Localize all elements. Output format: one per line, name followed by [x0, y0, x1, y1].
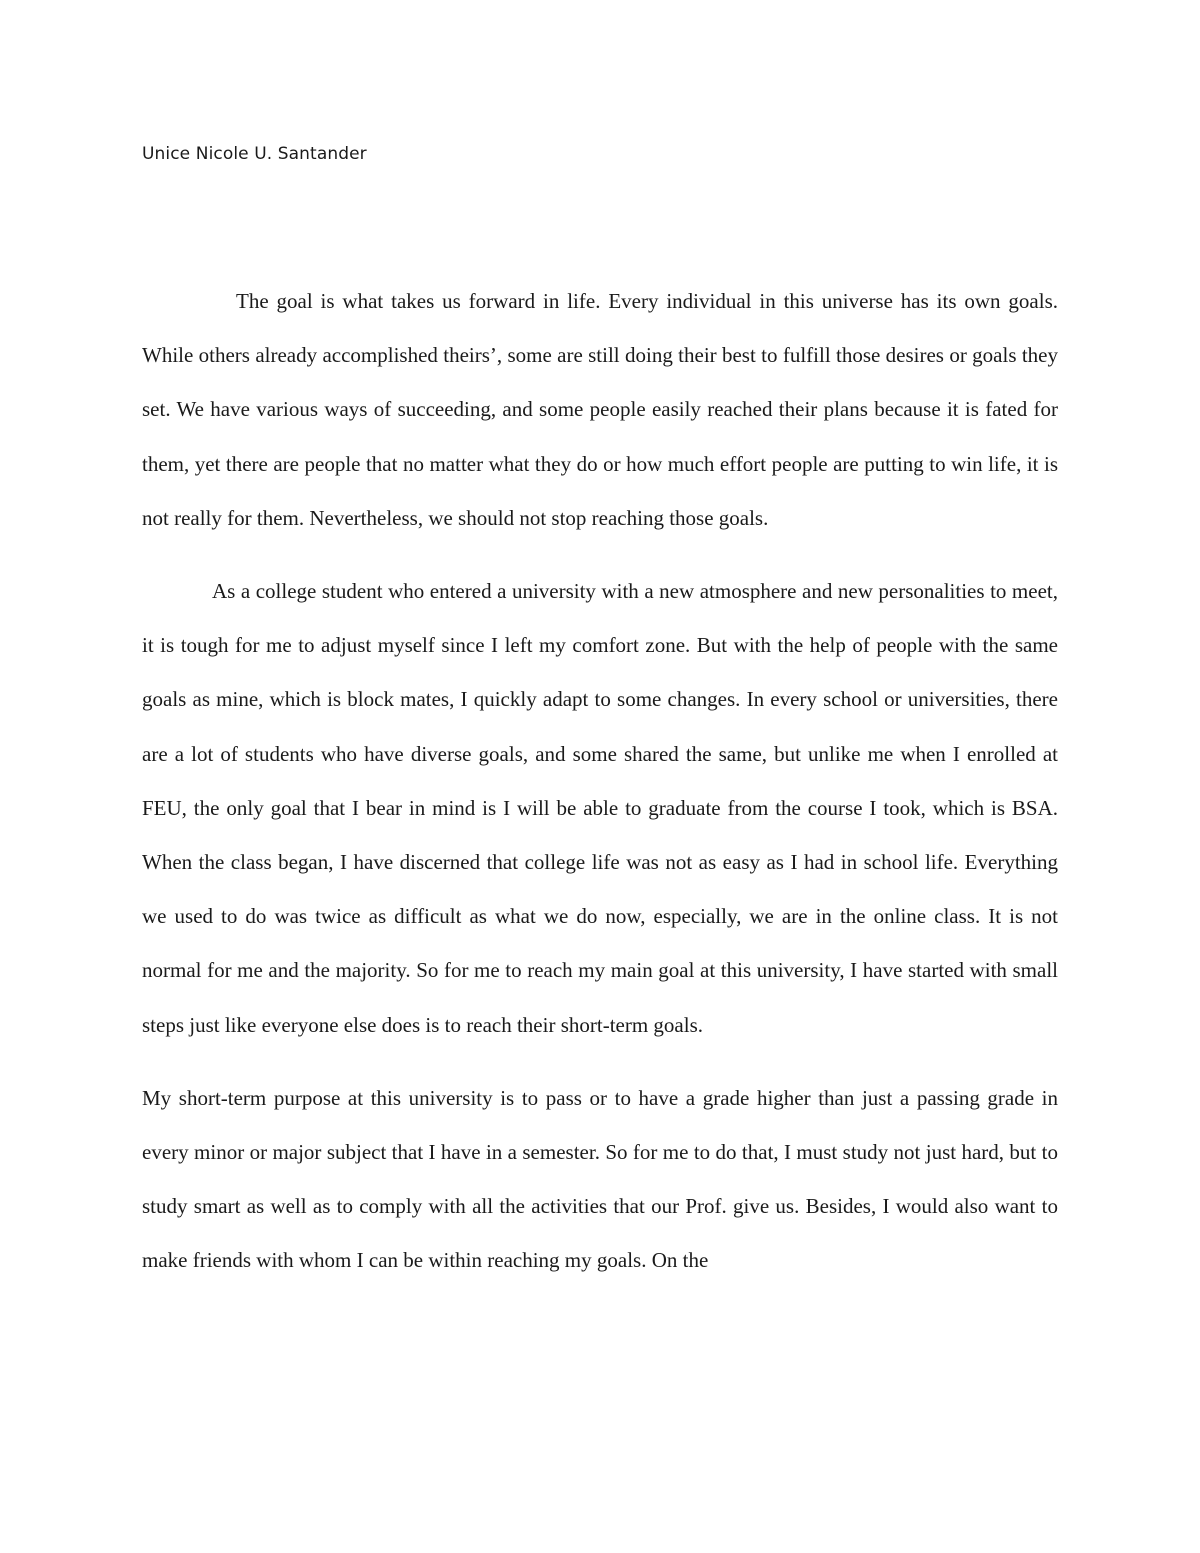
paragraph-3: My short-term purpose at this university is to pass or to have a grade higher than just a passing grade in every minor or major subject that I have in a semester. So for me to do that, I must study not just hard, but to study smart as well as to comply with all the activities that our Prof. give us. Besides, I would also want to make friends with whom I can be within reaching my goals. On the: [142, 1085, 1058, 1273]
paragraph-2: As a college student who entered a university with a new atmosphere and new personalities to meet, it is tough for me to adjust myself since I left my comfort zone. But with the help of people with the same goals as mine, which is block mates, I quickly adapt to some changes. In every school or universities, there are a lot of students who have diverse goals, and some shared the same, but unlike me when I enrolled at FEU, the only goal that I bear in mind is I will be able to graduate from the course I took, which is BSA. When the class began, I have discerned that college life was not as easy as I had in school life. Everything we used to do was twice as difficult as what we do now, especially, we are in the online class. It is not normal for me and the majority. So for me to reach my main goal at this university, I have started with small steps just like everyone else does is to reach their short-term goals.: [142, 579, 1058, 1037]
paragraph-1: The goal is what takes us forward in life. Every individual in this universe has its own goals. While others already accomplished theirs’, some are still doing their best to fulfill those desires or goals they set. We have various ways of succeeding, and some people easily reached their plans because it is fated for them, yet there are people that no matter what they do or how much effort people are putting to win life, it is not really for them. Nevertheless, we should not stop reaching those goals.: [142, 289, 1058, 530]
author-name: Unice Nicole U. Santander: [142, 144, 367, 164]
essay-body: [142, 274, 1058, 1288]
